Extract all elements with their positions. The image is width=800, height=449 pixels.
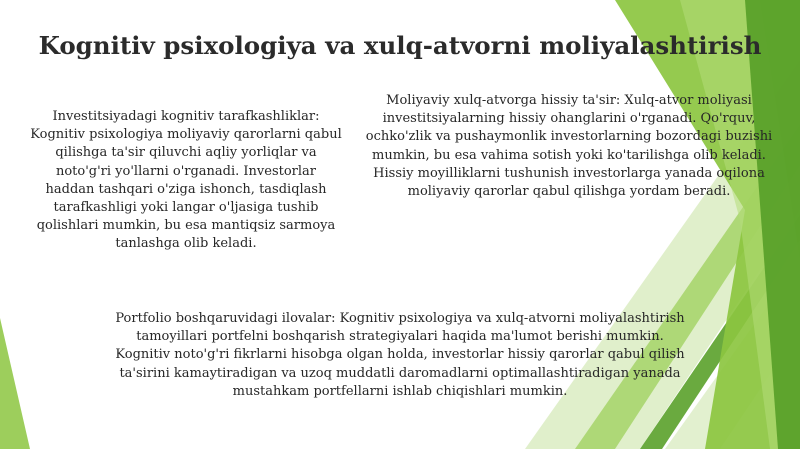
paragraph-portfolio-applications: Portfolio boshqaruvidagi ilovalar: Kognitiv psixologiya va xulq-atvorni moliyalashtirish tamoyillari portfelni boshqarish strategiyalari haqida ma'lumot berishi mumkin. Kognitiv noto'g'ri fikrlarni hisobga olgan holda, investorlar hissiy qarorlar qabul qilish ta'sirini kamaytiradigan va uzoq muddatli daromadlarni optimallashtiradigan yanada mustahkam portfellarni ishlab chiqishlari mumkin. bbox=[115, 311, 685, 399]
paragraph-emotional-impact: Moliyaviy xulq-atvorga hissiy ta'sir: Xulq-atvor moliyasi investitsiyalarning hissiy ohanglarini o'rganadi. Qo'rquv, ochko'zlik va pushaymonlik investorlarning bozordagi buzishi mumkin, bu esa vahima sotish yoki ko'tarilishga olib keladi. Hissiy moyilliklarni tushunish investorlarga yanada oqilona moliyaviy qarorlar qabul qilishga yordam beradi. bbox=[365, 93, 773, 200]
slide-title: Kognitiv psixologiya va xulq-atvorni moliyalashtirish bbox=[38, 31, 762, 60]
paragraph-cognitive-biases: Investitsiyadagi kognitiv tarafkashliklar: Kognitiv psixologiya moliyaviy qarorlarni qabul qilishga ta'sir qiluvchi aqliy yorliqlar va noto'g'ri yo'llarni o'rganadi. Investorlar haddan tashqari o'ziga ishonch, tasdiqlash tarafkashligi yoki langar o'ljasiga tushib qolishlari mumkin, bu esa mantiqsiz sarmoya tanlashga olib keladi. bbox=[30, 109, 342, 252]
left-green-sliver bbox=[0, 318, 30, 449]
